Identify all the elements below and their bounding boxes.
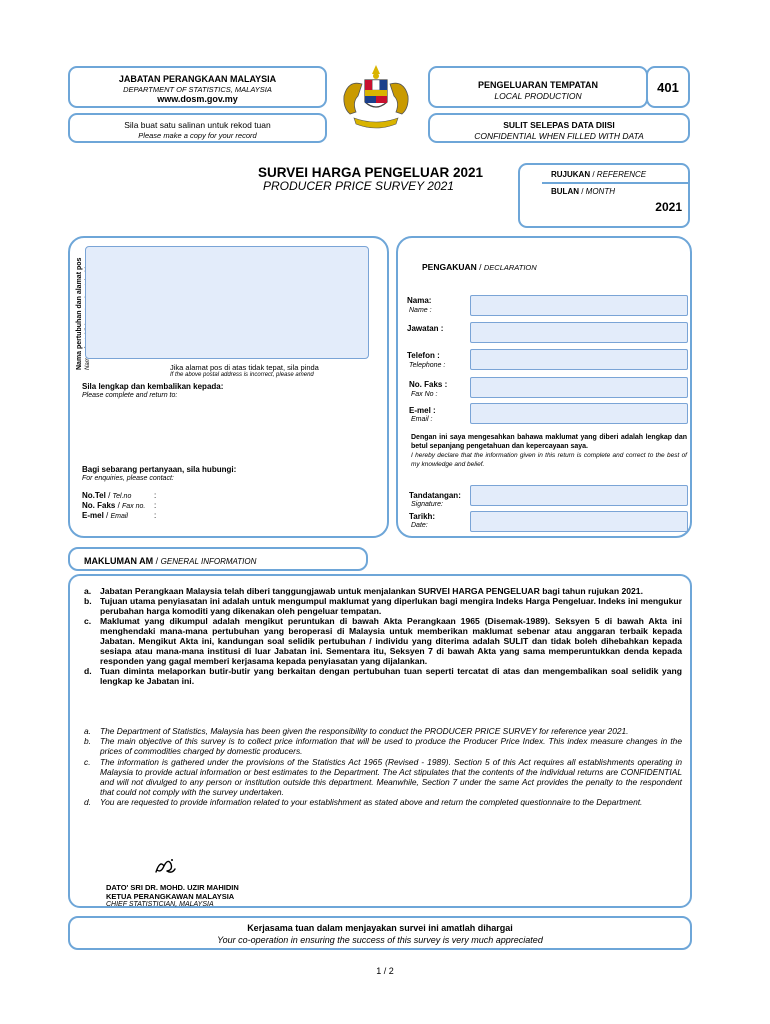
declarant-email-label: E-mel : bbox=[409, 406, 436, 415]
general-info-item-en bbox=[84, 797, 682, 807]
reference-divider bbox=[542, 182, 690, 184]
declaration-statement-en: I hereby declare that the information given in this return is complete and correct to the best of my knowledge and belief. bbox=[411, 452, 687, 468]
copy-notice-box bbox=[68, 113, 327, 143]
form-number-box bbox=[646, 66, 690, 108]
page-number: 1 / 2 bbox=[376, 966, 394, 976]
return-to-label-ms: Sila lengkap dan kembalikan kepada: bbox=[82, 382, 224, 391]
reference-label-ms: RUJUKAN bbox=[551, 170, 591, 179]
address-amend-note bbox=[170, 363, 319, 378]
contact-fax-ms: No. Faks bbox=[82, 501, 116, 510]
general-info-marker: b. bbox=[84, 736, 91, 747]
general-info-item-text: Tuan diminta melaporkan butir-butir yang berkaitan dengan pertubuhan tuan seperti tercatat di atas dan mengembalikan soal selidik yang lengkap ke Jabatan ini. bbox=[100, 666, 682, 686]
local-production-en: LOCAL PRODUCTION bbox=[494, 91, 582, 101]
date-label-en: Date: bbox=[411, 522, 428, 529]
department-website: www.dosm.gov.my bbox=[157, 94, 238, 104]
reference-sep: / bbox=[590, 170, 597, 179]
malaysia-coat-of-arms-icon bbox=[332, 62, 420, 138]
contact-tel-sep: / bbox=[105, 491, 113, 500]
reference-label-en: REFERENCE bbox=[596, 170, 647, 179]
month-label-en: MONTH bbox=[585, 187, 615, 196]
general-info-panel bbox=[68, 574, 692, 908]
declarant-phone-label: Telefon : bbox=[407, 351, 440, 360]
contact-tel-ms: No.Tel bbox=[82, 491, 106, 500]
declarant-email-field[interactable] bbox=[470, 403, 688, 424]
general-info-item-text: You are requested to provide information related to your establishment as stated above and return the completed questionnaire to the Department. bbox=[100, 797, 643, 808]
general-info-item-text: The main objective of this survey is to collect price information that will be used to produce the Producer Price Index. This index measure changes in the prices of commodities charged by domestic producers. bbox=[100, 736, 682, 757]
copy-notice-ms: Sila buat satu salinan untuk rekod tuan bbox=[124, 120, 271, 130]
appreciation-box bbox=[68, 916, 692, 950]
declarant-fax-label: No. Faks : bbox=[409, 380, 448, 389]
declaration-title-sep: / bbox=[476, 262, 484, 272]
confidential-box bbox=[428, 113, 690, 143]
contact-email-en: Email bbox=[110, 513, 128, 520]
department-name-en: DEPARTMENT OF STATISTICS, MALAYSIA bbox=[123, 85, 272, 94]
address-side-label-ms: Nama pertubuhan dan alamat pos bbox=[76, 257, 83, 370]
declarant-fax-field[interactable] bbox=[470, 377, 688, 398]
general-info-item-ms bbox=[84, 586, 682, 596]
general-info-item-text: The information is gathered under the provisions of the Statistics Act 1965 (Revised - 1989). Section 5 of this Act requires all establishments operating in Malaysia to provide actual information or best estimates to the Department. The Act stipulates that the contents of the individual returns are CONFIDENTIAL and will not divulged to any person or institution outside this department. Meanwhile, Section 7 under the same Act provides the penalty to the respondent that could not comply with the survey undertaken. bbox=[100, 756, 682, 798]
local-production-box bbox=[428, 66, 648, 108]
general-info-title-ms: MAKLUMAN AM bbox=[84, 556, 154, 566]
contact-tel-colon: : bbox=[154, 491, 157, 500]
reference-year: 2021 bbox=[655, 200, 682, 214]
contact-fax bbox=[82, 501, 145, 510]
reference-box bbox=[518, 163, 690, 228]
appreciation-ms: Kerjasama tuan dalam menjayakan survei ini amatlah dihargai bbox=[247, 923, 513, 933]
declarant-name-label: Nama: bbox=[407, 296, 432, 305]
signature-label: Tandatangan: bbox=[409, 491, 461, 500]
date-label: Tarikh: bbox=[409, 512, 436, 521]
survey-title-ms: SURVEI HARGA PENGELUAR 2021 bbox=[258, 165, 484, 180]
survey-title-en: PRODUCER PRICE SURVEY 2021 bbox=[263, 179, 454, 193]
declaration-title bbox=[422, 262, 537, 272]
department-name-ms: JABATAN PERANGKAAN MALAYSIA bbox=[118, 74, 277, 84]
signature-icon bbox=[152, 856, 178, 878]
declarant-phone-label-en: Telephone : bbox=[409, 362, 446, 369]
month-sep: / bbox=[579, 187, 586, 196]
general-info-item-en bbox=[84, 757, 682, 798]
general-info-item-ms bbox=[84, 666, 682, 686]
general-info-marker: d. bbox=[84, 797, 91, 808]
general-info-item-text: Tujuan utama penyiasatan ini adalah untuk mengumpul maklumat yang diperlukan bagi mengira Indeks Harga Pengeluar. Indeks ini mengukur perubahan harga komoditi yang dikenakan oleh pengeluar tempatan. bbox=[100, 596, 682, 616]
declaration-title-en: DECLARATION bbox=[483, 263, 537, 272]
general-info-list-en bbox=[84, 726, 682, 808]
return-to-label-en: Please complete and return to: bbox=[82, 392, 178, 399]
general-info-item-text: The Department of Statistics, Malaysia has been given the responsibility to conduct the PRODUCER PRICE SURVEY for reference year 2021. bbox=[100, 726, 629, 736]
general-info-title bbox=[84, 556, 256, 566]
signatory-title-ms: KETUA PERANGKAWAN MALAYSIA bbox=[106, 892, 235, 901]
contact-fax-en: Fax no. bbox=[122, 503, 146, 510]
general-info-list-ms bbox=[84, 586, 682, 686]
contact-email-colon: : bbox=[154, 511, 157, 520]
declarant-name-label-en: Name : bbox=[409, 307, 432, 314]
general-info-marker: c. bbox=[84, 756, 91, 767]
signatory-name: DATO' SRI DR. MOHD. UZIR MAHIDIN bbox=[106, 883, 239, 892]
declarant-fax-label-en: Fax No : bbox=[411, 391, 438, 398]
declarant-post-field[interactable] bbox=[470, 322, 688, 343]
general-info-item-en bbox=[84, 726, 682, 736]
general-info-tab bbox=[68, 547, 368, 571]
enquiry-label-ms: Bagi sebarang pertanyaan, sila hubungi: bbox=[82, 465, 237, 474]
general-info-item-text: Jabatan Perangkaan Malaysia telah diberi tanggungjawab untuk menjalankan SURVEI HARGA PENGELUAR bagi tahun rujukan 2021. bbox=[100, 586, 643, 596]
general-info-marker: a. bbox=[84, 586, 92, 596]
reference-label bbox=[551, 170, 646, 179]
month-label bbox=[551, 187, 615, 196]
enquiry-label-en: For enquiries, please contact: bbox=[82, 475, 174, 482]
contact-email-ms: E-mel bbox=[82, 511, 104, 520]
declaration-title-ms: PENGAKUAN bbox=[422, 262, 477, 272]
signatory-title-en: CHIEF STATISTICIAN, MALAYSIA bbox=[106, 901, 214, 908]
declarant-email-label-en: Email : bbox=[411, 416, 433, 423]
declaration-statement-ms: Dengan ini saya mengesahkan bahawa maklumat yang diberi adalah lengkap dan betul sepanjang pengetahuan dan kepercayaan saya. bbox=[411, 434, 687, 450]
general-info-item-ms bbox=[84, 596, 682, 616]
contact-email bbox=[82, 511, 128, 520]
confidential-ms: SULIT SELEPAS DATA DIISI bbox=[503, 120, 615, 130]
general-info-marker: d. bbox=[84, 666, 92, 676]
signature-label-en: Signature: bbox=[411, 501, 443, 508]
contact-tel bbox=[82, 491, 131, 500]
declarant-phone-field[interactable] bbox=[470, 349, 688, 370]
signature-field[interactable] bbox=[470, 485, 688, 506]
department-box bbox=[68, 66, 327, 108]
confidential-en: CONFIDENTIAL WHEN FILLED WITH DATA bbox=[474, 131, 644, 141]
general-info-marker: b. bbox=[84, 596, 92, 606]
general-info-item-en bbox=[84, 736, 682, 756]
month-label-ms: BULAN bbox=[551, 187, 579, 196]
establishment-address-field[interactable] bbox=[85, 246, 369, 359]
general-info-marker: c. bbox=[84, 616, 92, 626]
declaration-panel bbox=[396, 236, 692, 538]
appreciation-en: Your co-operation in ensuring the success of this survey is very much appreciated bbox=[217, 935, 543, 945]
contact-email-sep: / bbox=[103, 511, 111, 520]
general-info-title-en: GENERAL INFORMATION bbox=[160, 557, 257, 566]
contact-fax-colon: : bbox=[154, 501, 157, 510]
general-info-title-sep: / bbox=[153, 556, 161, 566]
declarant-name-field[interactable] bbox=[470, 295, 688, 316]
address-panel bbox=[68, 236, 389, 538]
general-info-item-ms bbox=[84, 616, 682, 666]
copy-notice-en: Please make a copy for your record bbox=[138, 131, 257, 140]
declarant-post-label: Jawatan : bbox=[407, 324, 444, 333]
date-field[interactable] bbox=[470, 511, 688, 532]
contact-tel-en: Tel.no bbox=[112, 493, 132, 500]
address-amend-en: If the above postal address is incorrect, please amend bbox=[170, 372, 314, 378]
contact-fax-sep: / bbox=[115, 501, 123, 510]
form-number: 401 bbox=[657, 80, 679, 95]
general-info-marker: a. bbox=[84, 726, 91, 736]
local-production-ms: PENGELUARAN TEMPATAN bbox=[478, 80, 598, 90]
general-info-item-text: Maklumat yang dikumpul adalah mengikut peruntukan di bawah Akta Perangkaan 1965 (Disemak-1989). Seksyen 5 di bawah Akta ini menghendaki mana-mana pertubuhan yang beroperasi di Malaysia untuk memberikan maklumat sebenar atau anggaran terbaik kepada Jabatan. Mengikut Akta ini, kandungan soal selidik pertubuhan / individu yang diterima adalah SULIT dan tidak boleh dihebahkan kepada sesiapa atau mana-mana institusi di luar Jabatan ini. Sementara itu, Seksyen 7 di bawah Akta yang sama memperuntukkan denda kepada responden yang gagal memberi kerjasama kepada penyiasatan yang dijalankan. bbox=[100, 616, 682, 666]
address-amend-ms: Jika alamat pos di atas tidak tepat, sila pinda bbox=[170, 363, 319, 372]
